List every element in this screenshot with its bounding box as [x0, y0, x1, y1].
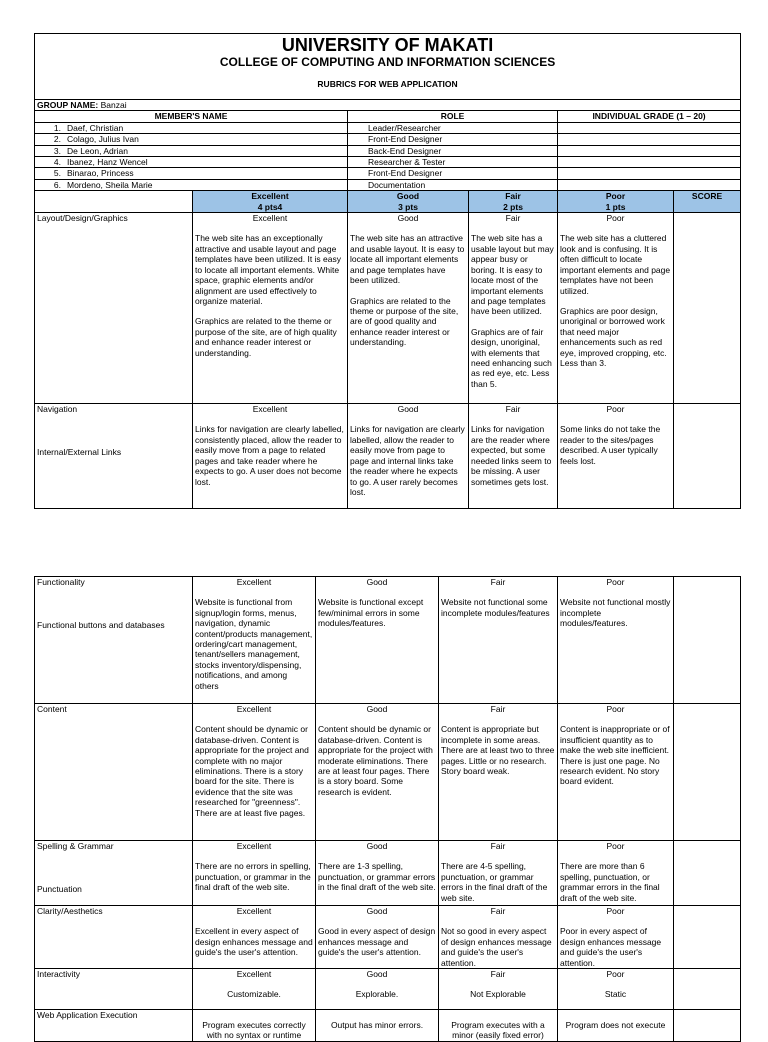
criterion-row	[35, 1010, 741, 1042]
level-label: Good	[397, 213, 419, 224]
level-label: Good	[397, 404, 419, 415]
level-description	[441, 597, 555, 618]
level-description	[318, 597, 436, 628]
criterion-name: Interactivity	[37, 969, 80, 980]
description-paragraph: There are no errors in spelling, punctuation, or grammar in the final draft of the web site.	[195, 861, 311, 893]
score-cell	[674, 906, 741, 969]
level-description-cell	[316, 577, 439, 704]
criterion-cell	[35, 969, 193, 1010]
score-cell	[674, 841, 741, 906]
criterion-row	[35, 404, 741, 509]
level-description-cell	[193, 213, 348, 404]
criterion-row	[35, 704, 741, 841]
member-grade	[558, 122, 741, 133]
level-header-fair: Fair 2 pts	[469, 191, 558, 213]
level-description-cell	[193, 969, 316, 1010]
level-description-cell	[348, 404, 469, 509]
criterion-cell	[35, 841, 193, 906]
member-name: Ibanez, Hanz Wencel	[67, 157, 148, 168]
description-paragraph: Content should be dynamic or database-driven. Content is appropriate for the project with moderate eliminations. There are at least four pages. There is a story board. Some research is evident.	[318, 724, 433, 797]
level-description-cell	[439, 906, 558, 969]
description-paragraph: There are 1-3 spelling, punctuation, or grammar errors in the final draft of the web site.	[318, 861, 436, 893]
member-name: Mordeno, Sheila Marie	[67, 179, 153, 190]
level-label: Fair	[490, 841, 506, 851]
level-description-cell	[316, 704, 439, 841]
description-paragraph: Content is appropriate but incomplete in some areas. There are at least two to three pages. Little or no research. Story board weak.	[441, 724, 555, 777]
level-description	[560, 724, 671, 786]
description-paragraph: Static	[604, 989, 627, 1000]
rubric-continuation-table	[34, 576, 741, 1042]
criterion-cell	[35, 906, 193, 969]
member-role: Front-End Designer	[348, 134, 558, 145]
level-label: Fair	[505, 213, 521, 224]
member-number: 2.	[53, 134, 61, 145]
level-description	[471, 424, 555, 486]
college-name: COLLEGE OF COMPUTING AND INFORMATION SCIENCES	[219, 55, 556, 69]
criterion-subname: Punctuation	[37, 884, 82, 895]
members-grade-header: INDIVIDUAL GRADE (1 – 20)	[558, 111, 741, 122]
level-description	[318, 724, 436, 797]
level-header-poor: Poor 1 pts	[558, 191, 674, 213]
description-paragraph: Customizable.	[227, 989, 281, 1000]
member-name-cell	[35, 122, 348, 133]
member-name-cell	[35, 145, 348, 156]
members-role-header: ROLE	[348, 111, 558, 122]
group-name-value: Banzai	[100, 100, 127, 110]
level-description	[195, 233, 345, 357]
level-description-cell	[439, 841, 558, 906]
level-description	[195, 926, 313, 957]
level-description-cell	[469, 213, 558, 404]
level-description	[560, 233, 671, 368]
member-name: Binarao, Princess	[67, 168, 134, 179]
member-grade	[558, 168, 741, 179]
member-name: Daef, Christian	[67, 122, 124, 133]
member-role: Front-End Designer	[348, 168, 558, 179]
score-cell	[674, 404, 741, 509]
level-label: Poor	[606, 841, 625, 851]
criterion-cell	[35, 213, 193, 404]
description-paragraph: Excellent in every aspect of design enhances message and guide's the user's attention.	[195, 926, 313, 958]
level-description-cell	[193, 841, 316, 906]
criterion-row	[35, 906, 741, 969]
levels-header-blank	[35, 191, 193, 213]
criterion-subname: Internal/External Links	[37, 447, 122, 458]
criterion-name: Layout/Design/Graphics	[37, 213, 128, 224]
member-grade	[558, 179, 741, 190]
description-paragraph: There are 4-5 spelling, punctuation, or grammar errors in the final draft of the web site.	[441, 861, 548, 903]
description-paragraph: Not so good in every aspect of design enhances message and guide's the user's attention.	[441, 926, 552, 968]
description-paragraph: Website not functional some incomplete modules/features	[441, 597, 550, 618]
level-description	[560, 1020, 671, 1030]
member-name-cell	[35, 168, 348, 179]
level-label: Good	[366, 969, 388, 980]
description-paragraph: Links for navigation are the reader where expected, but some needed links seem to be missing. A user sometimes gets lost.	[471, 424, 552, 487]
level-description-cell	[193, 704, 316, 841]
university-name: UNIVERSITY OF MAKATI	[281, 35, 494, 55]
level-description-cell	[193, 404, 348, 509]
member-name-cell	[35, 157, 348, 168]
member-name-cell	[35, 179, 348, 190]
criterion-row	[35, 969, 741, 1010]
level-label: Fair	[505, 404, 521, 415]
description-paragraph: Graphics are related to the theme or purpose of the site, are of good quality and enhance reader interest or understanding.	[350, 295, 459, 348]
member-number: 4.	[53, 157, 61, 168]
level-description	[560, 861, 671, 903]
level-description-cell	[558, 969, 674, 1010]
criteria-page-1	[35, 213, 741, 509]
level-description-cell	[558, 577, 674, 704]
description-paragraph: Links for navigation are clearly labelled, consistently placed, allow the reader to easily move from a page to related pages and take reader where he expects to go. A user does not become lost.	[195, 424, 344, 487]
level-label: Fair	[490, 906, 506, 916]
member-row	[35, 157, 741, 168]
member-role: Documentation	[348, 179, 558, 190]
criterion-cell	[35, 577, 193, 704]
description-paragraph: Output has minor errors.	[330, 1020, 424, 1031]
description-paragraph: Website is functional from signup/login forms, menus, navigation, dynamic content/products management, ordering/cart management, tenant/sellers management, stocks inventory/dispensing, notifications, and among others	[195, 597, 313, 691]
criterion-row	[35, 577, 741, 704]
level-label: Good	[366, 906, 388, 916]
document-title: RUBRICS FOR WEB APPLICATION	[317, 79, 458, 89]
level-description-cell	[558, 213, 674, 404]
level-label: Excellent	[236, 841, 272, 851]
criterion-row	[35, 841, 741, 906]
score-cell	[674, 1010, 741, 1042]
level-description	[318, 926, 436, 957]
level-header-good: Good 3 pts	[348, 191, 469, 213]
level-description-cell	[558, 404, 674, 509]
level-description-cell	[439, 1010, 558, 1042]
description-paragraph: There are more than 6 spelling, punctuation, or grammar errors in the final draft of the web site.	[560, 861, 660, 903]
level-description	[560, 597, 671, 628]
level-description	[318, 861, 436, 892]
level-description	[195, 724, 313, 818]
criterion-name: Clarity/Aesthetics	[37, 906, 103, 916]
member-role: Leader/Researcher	[348, 122, 558, 133]
criterion-name: Spelling & Grammar	[37, 841, 114, 851]
level-label: Excellent	[236, 969, 272, 980]
level-description	[560, 424, 671, 466]
members-list	[35, 122, 741, 190]
level-label: Excellent	[252, 404, 288, 415]
criterion-subname: Functional buttons and databases	[37, 620, 165, 631]
level-description	[441, 926, 555, 968]
criterion-cell	[35, 1010, 193, 1042]
member-number: 3.	[53, 145, 61, 156]
group-name-label: GROUP NAME:	[37, 100, 99, 110]
level-label: Fair	[490, 577, 506, 587]
member-row	[35, 122, 741, 133]
score-cell	[674, 704, 741, 841]
description-paragraph: The web site has an exceptionally attractive and usable layout and page templates have been utilized. It is easy to locate all important elements. White space, graphic elements and/or alignment are used effectively to organize material.	[195, 233, 341, 306]
criterion-name: Web Application Execution	[37, 1010, 138, 1021]
description-paragraph: Program executes correctly with no syntax or runtime	[202, 1020, 306, 1041]
description-paragraph: Not Explorable	[470, 989, 526, 1000]
level-description-cell	[469, 404, 558, 509]
level-description-cell	[439, 969, 558, 1010]
level-description	[318, 989, 436, 999]
level-description	[441, 724, 555, 776]
member-grade	[558, 134, 741, 145]
description-paragraph: Explorable.	[355, 989, 399, 1000]
level-description-cell	[316, 841, 439, 906]
level-description	[195, 989, 313, 999]
level-label: Poor	[606, 577, 625, 587]
description-paragraph: The web site has a usable layout but may appear busy or boring. It is easy to locate most of the important elements and page templates have been utilized.	[471, 233, 554, 317]
score-header: SCORE	[674, 191, 741, 213]
level-description	[560, 926, 671, 968]
level-description	[350, 233, 466, 347]
level-description-cell	[558, 704, 674, 841]
member-row	[35, 168, 741, 179]
level-description-cell	[193, 577, 316, 704]
level-label: Poor	[606, 906, 625, 916]
level-label: Excellent	[236, 906, 272, 916]
level-description-cell	[439, 704, 558, 841]
description-paragraph: Content should be dynamic or database-driven. Content is appropriate for the project and complete with no major eliminations. There is a story board for the site. There is evidence that the site was researched for "greenness". There are at least five pages.	[195, 724, 309, 818]
criterion-name: Content	[37, 704, 67, 714]
level-description	[441, 861, 555, 903]
score-cell	[674, 577, 741, 704]
criterion-row	[35, 213, 741, 404]
description-paragraph: Program does not execute	[565, 1020, 666, 1031]
level-description	[195, 1020, 313, 1041]
member-row	[35, 179, 741, 190]
score-cell	[674, 969, 741, 1010]
level-description-cell	[193, 906, 316, 969]
level-label: Poor	[606, 404, 625, 415]
level-label: Poor	[606, 213, 625, 224]
level-description-cell	[439, 577, 558, 704]
description-paragraph: Content is inappropriate or of insufficient quantity as to make the web site inefficient. There is just one page. No research evident. No story board evident.	[560, 724, 670, 787]
member-name-cell	[35, 134, 348, 145]
criterion-cell	[35, 704, 193, 841]
level-label: Poor	[606, 704, 625, 714]
criterion-cell	[35, 404, 193, 509]
level-description	[195, 424, 345, 486]
description-paragraph: Links for navigation are clearly labelled, allow the reader to easily move from page to page and internal links take the reader where he expects to go. A user rarely becomes lost.	[350, 424, 465, 497]
description-paragraph: Some links do not take the reader to the sites/pages described. A user typically feels lost.	[560, 424, 661, 466]
description-paragraph: Program executes with a minor (easily fixed error)	[451, 1020, 545, 1041]
member-name: De Leon, Adrian	[67, 145, 128, 156]
member-number: 6.	[53, 179, 61, 190]
member-role: Back-End Designer	[348, 145, 558, 156]
level-label: Excellent	[252, 213, 288, 224]
criterion-name: Navigation	[37, 404, 78, 415]
description-paragraph: The web site has an attractive and usable layout. It is easy to locate all important elements and page templates have been utilized.	[350, 233, 465, 286]
level-description-cell	[316, 906, 439, 969]
members-name-header: MEMBER'S NAME	[35, 111, 348, 122]
level-description	[350, 424, 466, 497]
level-description-cell	[316, 969, 439, 1010]
level-label: Fair	[490, 704, 506, 714]
criterion-name: Functionality	[37, 577, 85, 587]
level-description	[560, 989, 671, 999]
level-description-cell	[193, 1010, 316, 1042]
level-label: Excellent	[236, 577, 272, 587]
description-paragraph: Graphics are poor design, unoriginal or borrowed work that need major enhancements such as red eye, improved cropping, etc. Less than 3.	[560, 305, 667, 368]
description-paragraph: Graphics are of fair design, unoriginal, with elements that need enhancing such as red eye, etc. Less than 5.	[471, 326, 552, 389]
level-description-cell	[558, 841, 674, 906]
title-block	[35, 34, 741, 100]
member-row	[35, 145, 741, 156]
score-cell	[674, 213, 741, 404]
level-description	[441, 1020, 555, 1041]
level-label: Excellent	[236, 704, 272, 714]
member-role: Researcher & Tester	[348, 157, 558, 168]
level-label: Good	[366, 704, 388, 714]
group-name-row	[35, 100, 741, 111]
level-description	[195, 861, 313, 892]
description-paragraph: Poor in every aspect of design enhances message and guide's the user's attention.	[560, 926, 662, 968]
criteria-page-2	[35, 577, 741, 1042]
level-label: Good	[366, 577, 388, 587]
level-label: Good	[366, 841, 388, 851]
rubric-header-table	[34, 33, 741, 509]
level-label: Fair	[490, 969, 506, 980]
member-grade	[558, 145, 741, 156]
member-row	[35, 134, 741, 145]
level-description-cell	[558, 906, 674, 969]
level-description	[195, 597, 313, 691]
member-number: 1.	[53, 122, 61, 133]
level-description	[441, 989, 555, 999]
member-grade	[558, 157, 741, 168]
description-paragraph: The web site has a cluttered look and is confusing. It is often difficult to locate important elements and page templates have not been utilized.	[560, 233, 671, 296]
member-name: Colago, Julius Ivan	[67, 134, 139, 145]
description-paragraph: Good in every aspect of design enhances message and guide's the user's attention.	[318, 926, 436, 958]
description-paragraph: Graphics are related to the theme or purpose of the site, are of high quality and enhance reader interest or understanding.	[195, 316, 337, 358]
level-description-cell	[348, 213, 469, 404]
level-description	[471, 233, 555, 389]
level-label: Poor	[606, 969, 625, 980]
level-description-cell	[316, 1010, 439, 1042]
description-paragraph: Website is functional except few/minimal errors in some modules/features.	[318, 597, 424, 629]
member-number: 5.	[53, 168, 61, 179]
level-description-cell	[558, 1010, 674, 1042]
level-description	[318, 1020, 436, 1030]
description-paragraph: Website not functional mostly incomplete modules/features.	[560, 597, 671, 629]
level-header-excellent: Excellent 4 pts4	[193, 191, 348, 213]
